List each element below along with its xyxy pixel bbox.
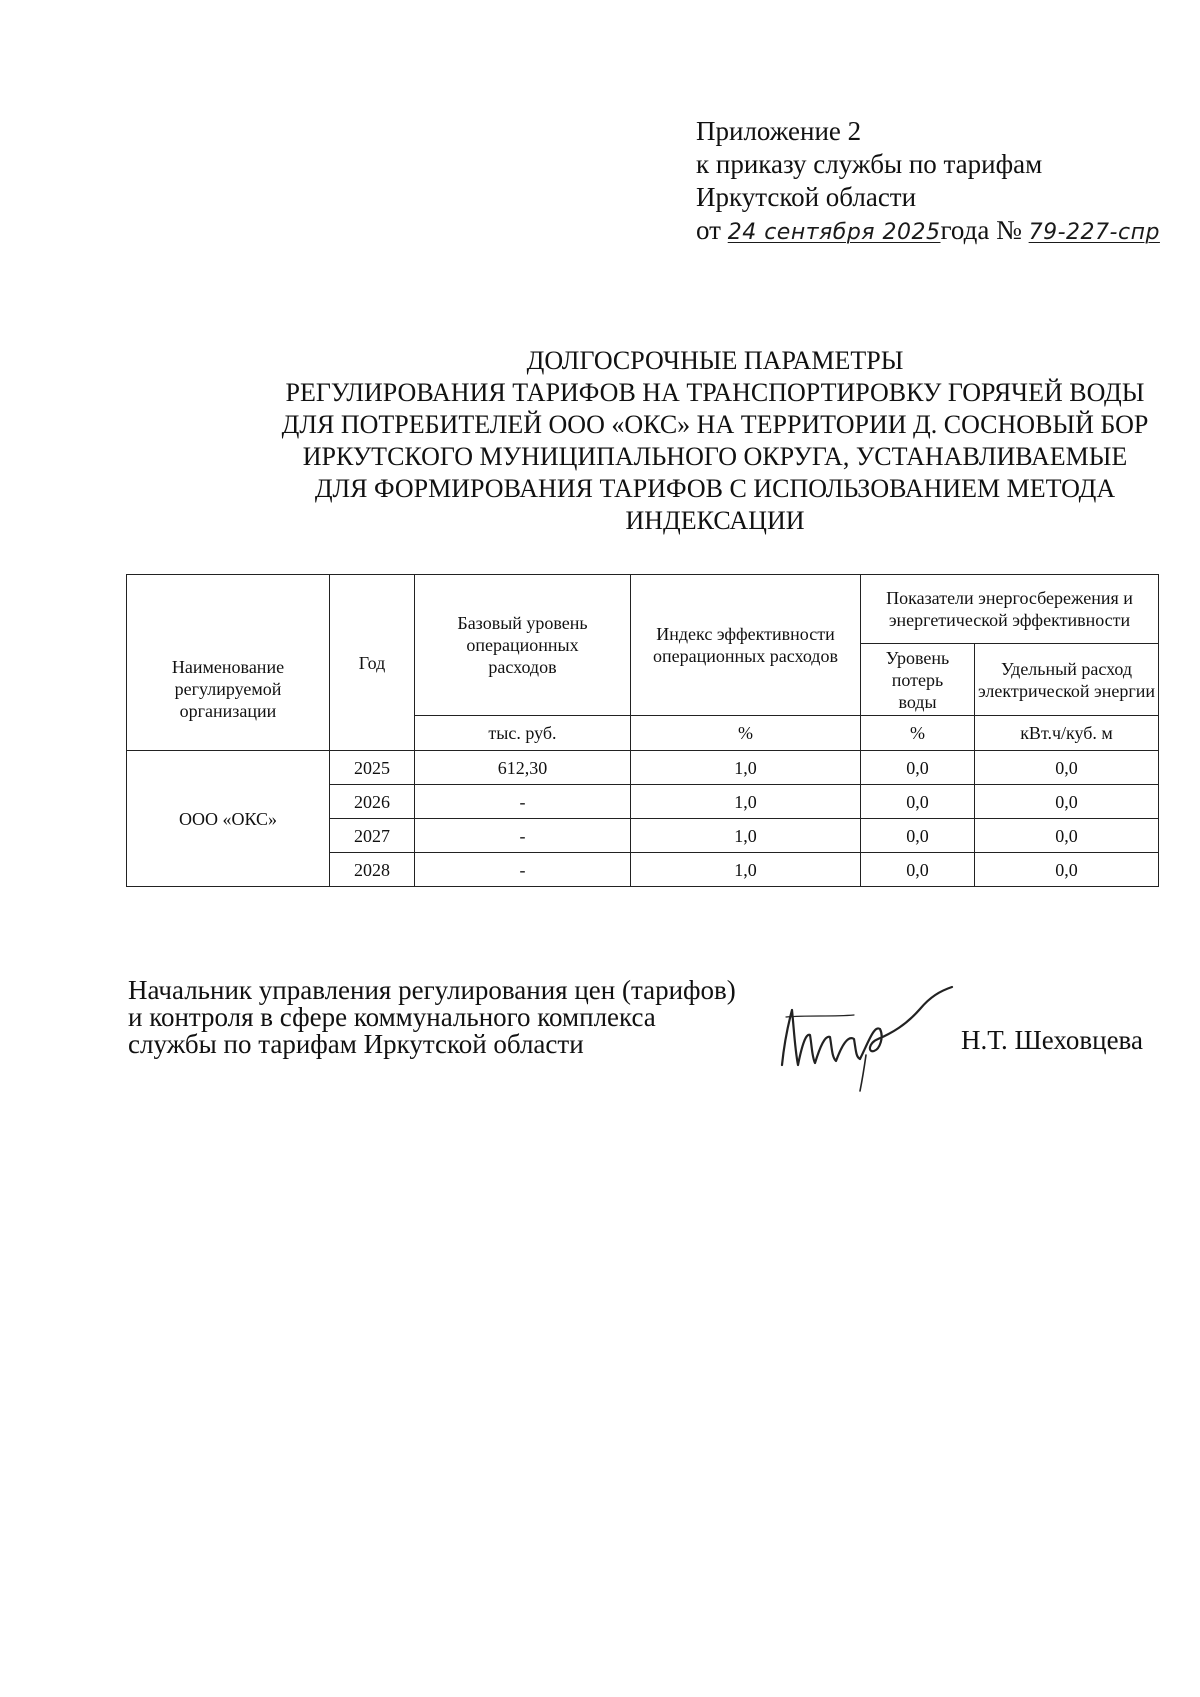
from-label: от — [696, 215, 721, 245]
appendix-line-2: к приказу службы по тарифам — [696, 149, 1043, 179]
title-line-1: ДОЛГОСРОЧНЫЕ ПАРАМЕТРЫ — [526, 346, 904, 375]
header-org: Наименование регулируемой организации — [127, 575, 330, 751]
cell-loss: 0,0 — [861, 853, 975, 887]
cell-electric: 0,0 — [975, 751, 1159, 785]
cell-index: 1,0 — [631, 785, 861, 819]
cell-base: - — [415, 853, 631, 887]
cell-index: 1,0 — [631, 751, 861, 785]
header-base-level: Базовый уровень операционных расходов — [415, 575, 631, 716]
position-line-1: Начальник управления регулирования цен (тарифов) — [128, 975, 736, 1005]
cell-base: - — [415, 785, 631, 819]
handwritten-signature — [770, 985, 970, 1095]
cell-base: - — [415, 819, 631, 853]
unit-index: % — [631, 716, 861, 751]
cell-loss: 0,0 — [861, 819, 975, 853]
cell-year: 2026 — [330, 785, 415, 819]
cell-year: 2028 — [330, 853, 415, 887]
cell-index: 1,0 — [631, 819, 861, 853]
header-year: Год — [330, 575, 415, 751]
unit-base: тыс. руб. — [415, 716, 631, 751]
unit-electric: кВт.ч/куб. м — [975, 716, 1159, 751]
header-electric-consumption: Удельный расход электрической энергии — [975, 644, 1159, 716]
cell-year: 2027 — [330, 819, 415, 853]
title-line-5: ДЛЯ ФОРМИРОВАНИЯ ТАРИФОВ С ИСПОЛЬЗОВАНИЕМ МЕТОДА — [314, 474, 1116, 503]
title-line-6: ИНДЕКСАЦИИ — [625, 506, 805, 535]
handwritten-order-number: 79-227-спр — [1028, 220, 1160, 245]
parameters-table — [126, 574, 1159, 887]
title-line-4: ИРКУТСКОГО МУНИЦИПАЛЬНОГО ОКРУГА, УСТАНАВЛИВАЕМЫЕ — [302, 442, 1128, 471]
year-number-label: года № — [940, 215, 1022, 245]
table-row — [127, 751, 1159, 785]
appendix-header — [696, 115, 1176, 249]
title-line-2: РЕГУЛИРОВАНИЯ ТАРИФОВ НА ТРАНСПОРТИРОВКУ ГОРЯЧЕЙ ВОДЫ — [285, 378, 1145, 407]
position-line-2: и контроля в сфере коммунального комплекса — [128, 1002, 656, 1032]
unit-loss: % — [861, 716, 975, 751]
position-line-3: службы по тарифам Иркутской области — [128, 1029, 584, 1059]
appendix-line-3: Иркутской области — [696, 182, 917, 212]
header-water-loss: Уровень потерь воды — [861, 644, 975, 716]
appendix-line-1: Приложение 2 — [696, 116, 862, 146]
cell-index: 1,0 — [631, 853, 861, 887]
org-name-cell: ООО «ОКС» — [127, 751, 330, 887]
cell-loss: 0,0 — [861, 751, 975, 785]
signer-name: Н.Т. Шеховцева — [961, 1025, 1143, 1055]
cell-electric: 0,0 — [975, 819, 1159, 853]
cell-electric: 0,0 — [975, 853, 1159, 887]
handwritten-date: 24 сентября 2025 — [727, 220, 941, 245]
header-efficiency-index: Индекс эффективности операционных расходов — [631, 575, 861, 716]
cell-year: 2025 — [330, 751, 415, 785]
appendix-date-line — [696, 214, 1176, 249]
cell-base: 612,30 — [415, 751, 631, 785]
signature-block — [128, 977, 828, 1058]
cell-electric: 0,0 — [975, 785, 1159, 819]
cell-loss: 0,0 — [861, 785, 975, 819]
header-energy-group: Показатели энергосбережения и энергетической эффективности — [861, 575, 1159, 644]
document-title — [200, 345, 1200, 537]
title-line-3: ДЛЯ ПОТРЕБИТЕЛЕЙ ООО «ОКС» НА ТЕРРИТОРИИ Д. СОСНОВЫЙ БОР — [281, 410, 1149, 439]
